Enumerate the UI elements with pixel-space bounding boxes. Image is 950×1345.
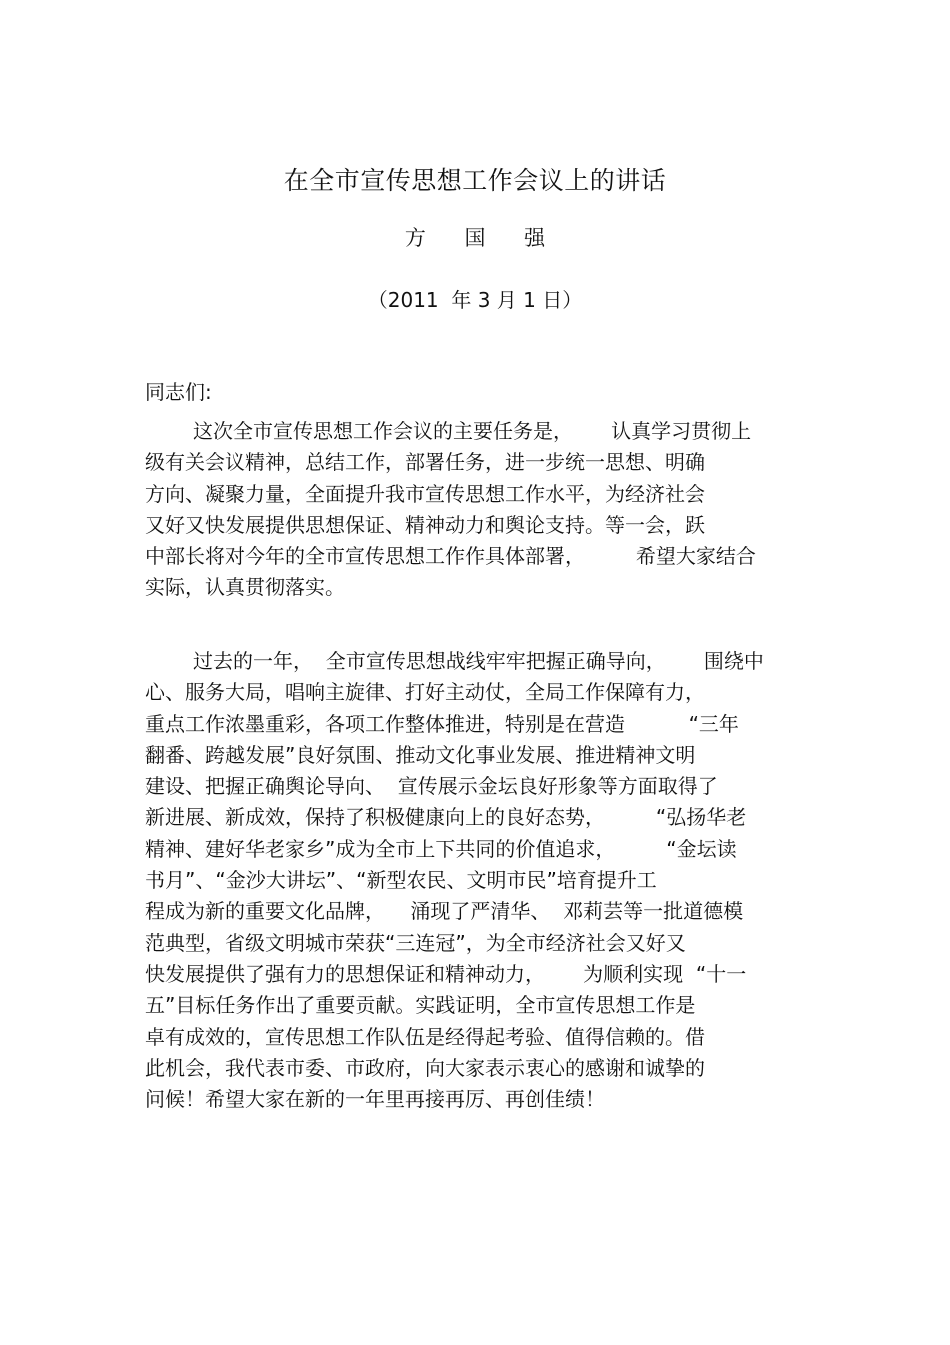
text-line: 卓有成效的，宣传思想工作队伍是经得起考验、值得信赖的。借 bbox=[145, 1024, 705, 1049]
text-line: 快发展提供了强有力的思想保证和精神动力， 为顺利实现 “十一 bbox=[145, 961, 747, 986]
text-line: 翻番、跨越发展”良好氛围、推动文化事业发展、推进精神文明 bbox=[145, 742, 696, 767]
text-line: 又好又快发展提供思想保证、精神动力和舆论支持。等一会，跃 bbox=[145, 512, 705, 537]
text-line: 中部长将对今年的全市宣传思想工作作具体部署， 希望大家结合 bbox=[145, 544, 756, 569]
document-title: 在全市宣传思想工作会议上的讲话 bbox=[283, 166, 667, 195]
text-line: 建设、把握正确舆论导向、 宣传展示金坛良好形象等方面取得了 bbox=[145, 774, 718, 799]
text-line: 问候！希望大家在新的一年里再接再厉、再创佳绩！ bbox=[145, 1087, 605, 1112]
text-line: 重点工作浓墨重彩，各项工作整体推进，特别是在营造 “三年 bbox=[145, 711, 739, 736]
text-line: 书月”、“金沙大讲坛”、“新型农民、文明市民”培育提升工 bbox=[145, 868, 657, 893]
text-line: 过去的一年， 全市宣传思想战线牢牢把握正确导向， 围绕中 bbox=[193, 649, 764, 673]
paragraph-1 bbox=[145, 416, 815, 604]
text-line: 新进展、新成效，保持了积极健康向上的良好态势， “弘扬华老 bbox=[145, 805, 747, 830]
paragraph-2 bbox=[145, 646, 815, 1115]
text-line: 精神、建好华老家乡”成为全市上下共同的价值追求， “金坛读 bbox=[145, 836, 737, 861]
text-line: 心、服务大局，唱响主旋律、打好主动仗，全局工作保障有力， bbox=[145, 680, 705, 705]
text-line: 级有关会议精神，总结工作，部署任务，进一步统一思想、明确 bbox=[145, 450, 705, 475]
text-line: 范典型，省级文明城市荣获“三连冠”，为全市经济社会又好又 bbox=[145, 930, 686, 955]
text-line: 方向、凝聚力量，全面提升我市宣传思想工作水平，为经济社会 bbox=[145, 481, 705, 506]
text-line: 此机会，我代表市委、市政府，向大家表示衷心的感谢和诚挚的 bbox=[145, 1055, 705, 1080]
speech-date: （2011 年 3 月 1 日） bbox=[367, 288, 583, 312]
text-line: 五”目标任务作出了重要贡献。实践证明，全市宣传思想工作是 bbox=[145, 993, 696, 1018]
greeting: 同志们: bbox=[145, 380, 212, 404]
text-line: 程成为新的重要文化品牌， 涌现了严清华、 邓莉芸等一批道德模 bbox=[145, 899, 744, 924]
text-line: 实际，认真贯彻落实。 bbox=[145, 575, 345, 600]
author-name: 方 国 强 bbox=[404, 226, 562, 250]
text-line: 这次全市宣传思想工作会议的主要任务是， 认真学习贯彻上 bbox=[193, 419, 752, 443]
